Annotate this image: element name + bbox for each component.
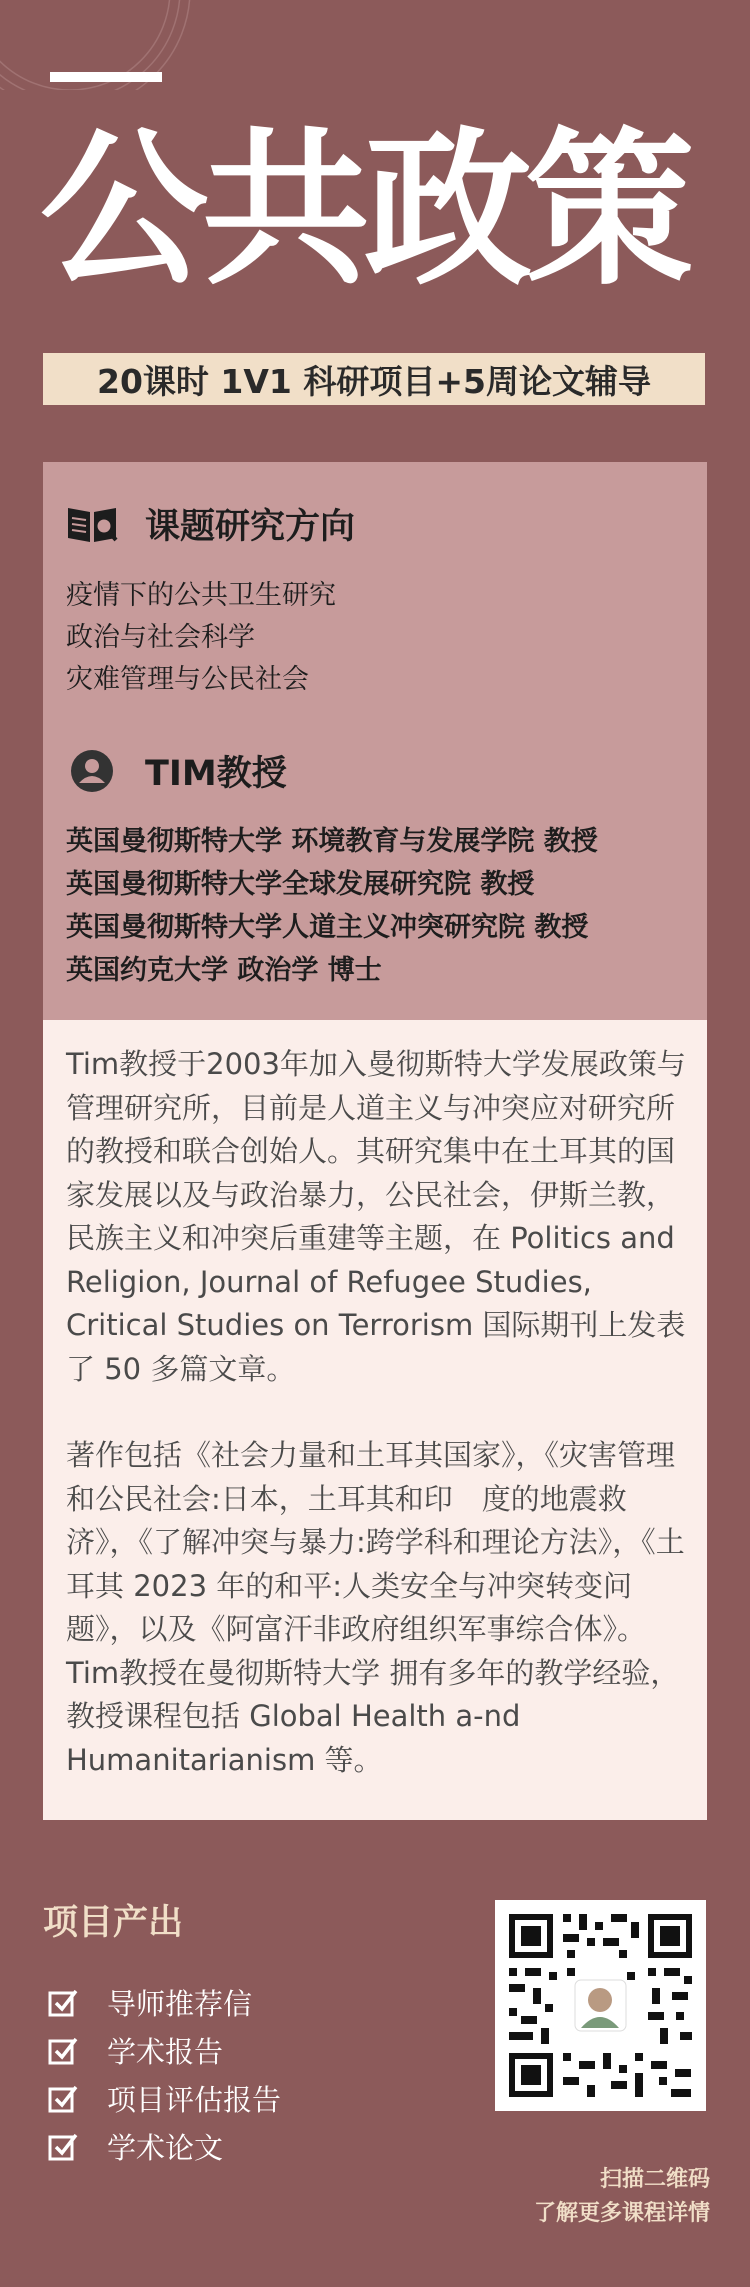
check-icon — [43, 2078, 83, 2118]
output-label: 学术论文 — [107, 2130, 224, 2165]
list-item: 英国曼彻斯特大学 环境教育与发展学院 教授 — [66, 826, 598, 857]
course-banner-text: 20课时 1V1 科研项目+5周论文辅导 — [97, 361, 651, 401]
output-label: 导师推荐信 — [107, 1986, 253, 2021]
output-label: 学术报告 — [107, 2034, 224, 2069]
title-accent-bar — [50, 72, 162, 82]
qr-code-icon — [495, 1900, 706, 2111]
qr-caption-line2: 了解更多课程详情 — [533, 2201, 710, 2226]
research-heading-text: 课题研究方向 — [145, 507, 356, 547]
qr-caption — [420, 2163, 710, 2231]
list-item: 灾难管理与公民社会 — [66, 664, 309, 695]
bio-paragraph: Tim教授于2003年加入曼彻斯特大学发展政策与管理研究所，目前是人道主义与冲突应对研究所的教授和联合创始人。其研究集中在土耳其的国家发展以及与政治暴力，公民社会，伊斯兰教，民族主义和冲突后重建等主题，在 Politics and Religion, Journal of Refugee Studies, Critical Studies on Terrorism 国际期刊上发表了 50 多篇文章。 — [66, 1047, 686, 1386]
research-heading — [63, 495, 355, 553]
professor-credentials — [66, 820, 598, 992]
qr-code[interactable] — [495, 1900, 706, 2111]
outputs-heading: 项目产出 — [43, 1903, 184, 1943]
professor-heading — [63, 742, 287, 800]
outputs-list — [43, 1978, 281, 2170]
list-item: 英国曼彻斯特大学全球发展研究院 教授 — [66, 869, 535, 900]
book-search-icon — [63, 495, 121, 553]
check-icon — [43, 1982, 83, 2022]
list-item — [43, 2122, 281, 2170]
professor-bio — [66, 1043, 686, 1825]
check-icon — [43, 2126, 83, 2166]
list-item: 英国约克大学 政治学 博士 — [66, 955, 382, 986]
list-item: 英国曼彻斯特大学人道主义冲突研究院 教授 — [66, 912, 589, 943]
list-item: 疫情下的公共卫生研究 — [66, 580, 336, 611]
professor-heading-text: TIM教授 — [145, 754, 287, 794]
output-label: 项目评估报告 — [107, 2082, 282, 2117]
research-topic-list — [66, 575, 336, 701]
list-item — [43, 2026, 281, 2074]
bio-paragraph: 著作包括《社会力量和土耳其国家》，《灾害管理和公民社会:日本，土耳其和印 度的地震救济》，《了解冲突与暴力:跨学科和理论方法》，《土耳其 2023 年的和平:人类安全与冲突转变问题》，以及《阿富汗非政府组织军事综合体》。Tim教授在曼彻斯特大学 拥有多年的教学经验，教授课程包括 Global Health a-nd Humanitarianism 等。 — [66, 1438, 685, 1777]
list-item: 政治与社会科学 — [66, 622, 255, 653]
check-icon — [43, 2030, 83, 2070]
course-banner — [43, 353, 705, 405]
list-item — [43, 2074, 281, 2122]
page-title: 公共政策 — [40, 112, 688, 308]
list-item — [43, 1978, 281, 2026]
qr-caption-line1: 扫描二维码 — [599, 2167, 710, 2192]
person-icon — [63, 742, 121, 800]
